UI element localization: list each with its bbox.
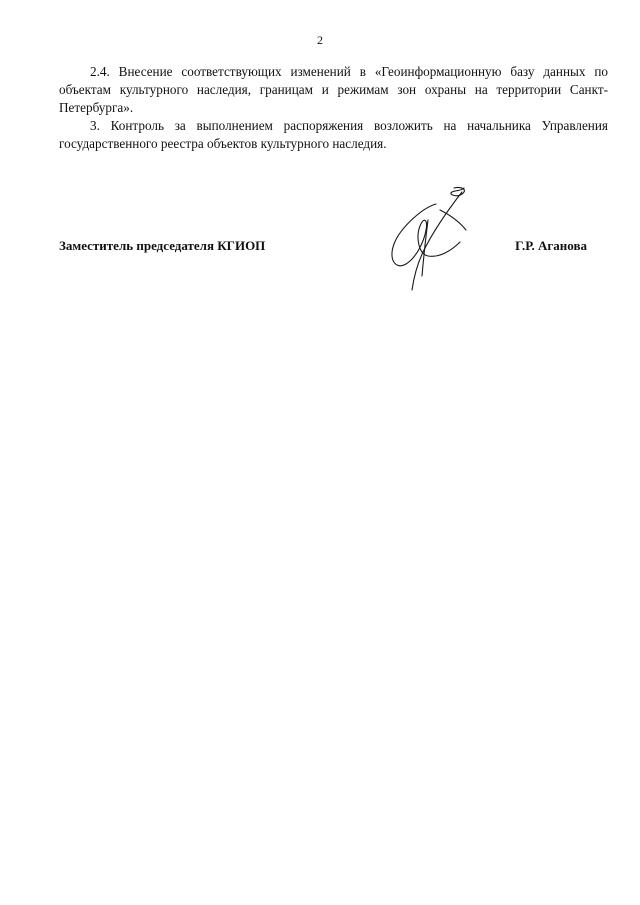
- handwritten-signature: [378, 180, 498, 295]
- signatory-name: Г.Р. Аганова: [515, 238, 587, 253]
- body-text: [59, 63, 608, 153]
- paragraph-3: 3. Контроль за выполнением распоряжения возложить на начальника Управления государственного реестра объектов культурного наследия.: [59, 118, 608, 151]
- paragraph-2-4: 2.4. Внесение соответствующих изменений в «Геоинформационную базу данных по объектам культурного наследия, границам и режимам зон охраны на территории Санкт-Петербурга».: [59, 64, 608, 115]
- page-number: 2: [317, 33, 323, 47]
- signatory-title: Заместитель председателя КГИОП: [59, 238, 266, 253]
